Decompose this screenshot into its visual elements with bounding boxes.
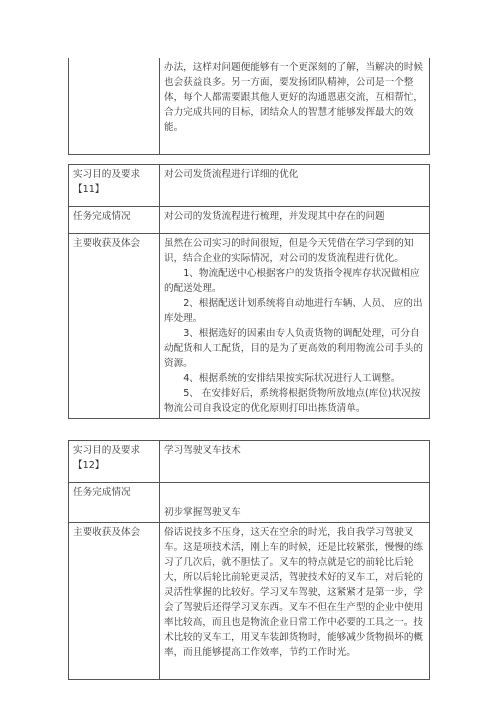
gains-label-12: 主要收获及体会: [69, 523, 160, 680]
gains-item-2: 2、根据配送计划系统将自动地进行车辆、人员、 应的出库处理。: [164, 298, 423, 324]
continuation-table: [68, 58, 430, 155]
table-row: [69, 58, 430, 155]
purpose-value-12: 学习驾驶叉车技术: [160, 441, 430, 483]
gains-item-5: 5、 在安排好后，系统将根据货物所放地点(库位)状况按物流公司自我设定的优化原则打印出拣货清单。: [164, 388, 421, 414]
gains-item-1: 1、物流配送中心根据客户的发货指令视库存状况做相应的配送处理。: [164, 268, 420, 294]
table-row: [69, 207, 430, 234]
gains-value-11: [160, 234, 430, 419]
status-label-11: 任务完成情况: [69, 207, 160, 234]
table-row: [69, 165, 430, 207]
status-value-12: 初步掌握驾驶叉车: [160, 483, 430, 523]
status-label-12: 任务完成情况: [69, 483, 160, 523]
continuation-text: [160, 58, 430, 155]
gains-item-4: 4、根据系统的安排结果按实际状况进行人工调整。: [183, 373, 401, 384]
table-row: [69, 234, 430, 419]
section-12-table: [68, 440, 430, 680]
section-11-table: [68, 164, 430, 419]
gains-item-3: 3、根据选好的因素由专人负责货物的调配处理，可分自动配货和人工配货，目的是为了更高效的利用物流公司手头的资源。: [164, 328, 424, 369]
gains-value-12: [160, 523, 430, 680]
gains-text-12: 俗话说技多不压身，这天在空余的时光，我自我学习驾驶叉车。这是项技术活，刚上车的时候，还是比较紧张，慢慢的练习了几次后，就不胆怯了。叉车的特点就是它的前轮比后轮大，所以后轮比前轮更灵活，驾驶技术好的叉车工，对后轮的灵活性掌握的比较好。学习叉车驾驶，这紧紧才是第一步，学会了驾驶后还得学习叉东西。叉车不但在生产型的企业中使用率比较高，而且也是物流企业日常工作中必要的工具之一。技术比较的叉车工，用叉车装卸货物时，能够减少货物损坏的概率，而且能够提高工作效率，节约工作时光。: [164, 527, 424, 658]
table-row: [69, 441, 430, 483]
purpose-label-11: 实习目的及要求【11】: [69, 165, 160, 207]
table-row: [69, 523, 430, 680]
gains-label-11: 主要收获及体会: [69, 234, 160, 419]
purpose-value-11: 对公司发货流程进行详细的优化: [160, 165, 430, 207]
status-value-11: 对公司的发货流程进行梳理，并发现其中存在的问题: [160, 207, 430, 234]
continuation-paragraph: 办法，这样对问题便能够有一个更深刻的了解，当解决的时候也会获益良多。另一方面，要发扬团队精神，公司是一个整体，每个人都需要跟其他人更好的沟通恩惠交流，互相帮忙，合力完成共同的目标，团结众人的智慧才能够发挥最大的效能。: [164, 62, 424, 133]
table-row: [69, 483, 430, 523]
gains-intro-11: 虽然在公司实习的时间很短，但是今天凭借在学习学到的知识，结合企业的实际情况，对公司的发货流程进行优化。: [164, 238, 414, 264]
empty-label-cell: [69, 58, 160, 155]
purpose-label-12: 实习目的及要求【12】: [69, 441, 160, 483]
